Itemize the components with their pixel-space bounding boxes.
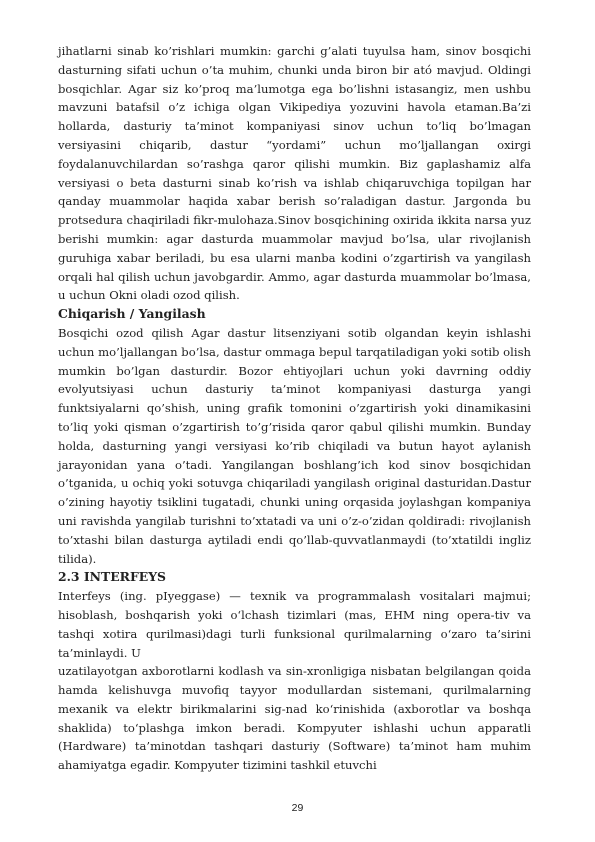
page-body bbox=[58, 42, 531, 775]
body-paragraph: uzatilayotgan axborotlarni kodlash va sin-xronligiga nisbatan belgilangan qoida hamda kelishuvga muvofiq tayyor modullardan sistemani, qurilmalarning mexanik va elektr birikmalarini sig-nad ko‘rinishida (axborotlar va boshqa shaklida) to‘plashga imkon beradi. Kompyuter ishlashi uchun apparatli (Hardware) ta’minotdan tashqari dasturiy (Software) ta’minot ham muhim ahamiyatga egadir. Kompyuter tizimini tashkil etuvchi bbox=[58, 664, 531, 773]
section-heading-release: Chiqarish / Yangilash bbox=[58, 306, 206, 322]
body-paragraph: Bosqichi ozod qilish Agar dastur litsenziyani sotib olgandan keyin ishlashi uchun mo’ljallangan bo’lsa, dastur ommaga bepul tarqatiladigan yoki sotib olish mumkin bo’lgan dasturdir. Bozor ehtiyojlari uchun yoki davrning oddiy evolyutsiyasi uchun dasturiy ta’minot kompaniyasi dasturga yangi funktsiyalarni qo’shish, uning grafik tomonini o’zgartirish yoki dinamikasini to’liq yoki qisman o’zgartirish to’g’risida qaror qabul qilishi mumkin. Bunday holda, dasturning yangi versiyasi ko’rib chiqiladi va butun hayot aylanish jarayonidan yana o’tadi. Yangilangan boshlang’ich kod sinov bosqichidan o’tganida, u ochiq yoki sotuvga chiqariladi yangilash original dasturidan.Dastur o’zining hayotiy tsiklini tugatadi, chunki uning orqasida joylashgan kompaniya uni ravishda yangilab turishni to’xtatadi va uni o’z-o’zidan qoldiradi: rivojlanish to’xtashi bilan dasturga aytiladi endi qo’llab-quvvatlanmaydi (to’xtatildi ingliz tilida). bbox=[58, 325, 531, 566]
section-heading-interfeys: 2.3 INTERFEYS bbox=[58, 569, 166, 585]
body-paragraph: jihatlarni sinab ko’rishlari mumkin: garchi g’alati tuyulsa ham, sinov bosqichi dasturning sifati uchun o’ta muhim, chunki unda biron bir ató mavjud. Oldingi bosqichlar. Agar siz ko’proq ma’lumotga ega bo’lishni istasangiz, men ushbu mavzuni batafsil o’z ichiga olgan Vikipediya yozuvini havola etaman.Ba’zi hollarda, dasturiy ta’minot kompaniyasi sinov uchun to’liq bo’lmagan versiyasini chiqarib, dastur “yordami” uchun mo’ljallangan oxirgi foydalanuvchilardan so’rashga qaror qilishi mumkin. Biz gaplashamiz alfa versiyasi o beta dasturni sinab ko’rish va ishlab chiqaruvchiga topilgan har qanday muammolar haqida xabar berish so’raladigan dastur. Jargonda bu protsedura chaqiriladi fikr-mulohaza.Sinov bosqichining oxirida ikkita narsa yuz berishi mumkin: agar dasturda muammolar mavjud bo’lsa, ular rivojlanish guruhiga xabar beriladi, bu esa ularni manba kodini o’zgartirish va yangilash orqali hal qilish uchun javobgardir. Ammo, agar dasturda muammolar bo’lmasa, u uchun Okni oladi ozod qilish. bbox=[58, 44, 531, 303]
body-paragraph: Interfeys (ing. pIyeggase) — texnik va programmalash vositalari majmui; hisoblash, boshqarish yoki o‘lchash tizimlari (mas, EHM ning opera-tiv va tashqi xotira qurilmasi)dagi turli funksional qurilmalarning o‘zaro ta’sirini ta’minlaydi. U bbox=[58, 589, 531, 660]
page-number: 29 bbox=[291, 802, 304, 814]
